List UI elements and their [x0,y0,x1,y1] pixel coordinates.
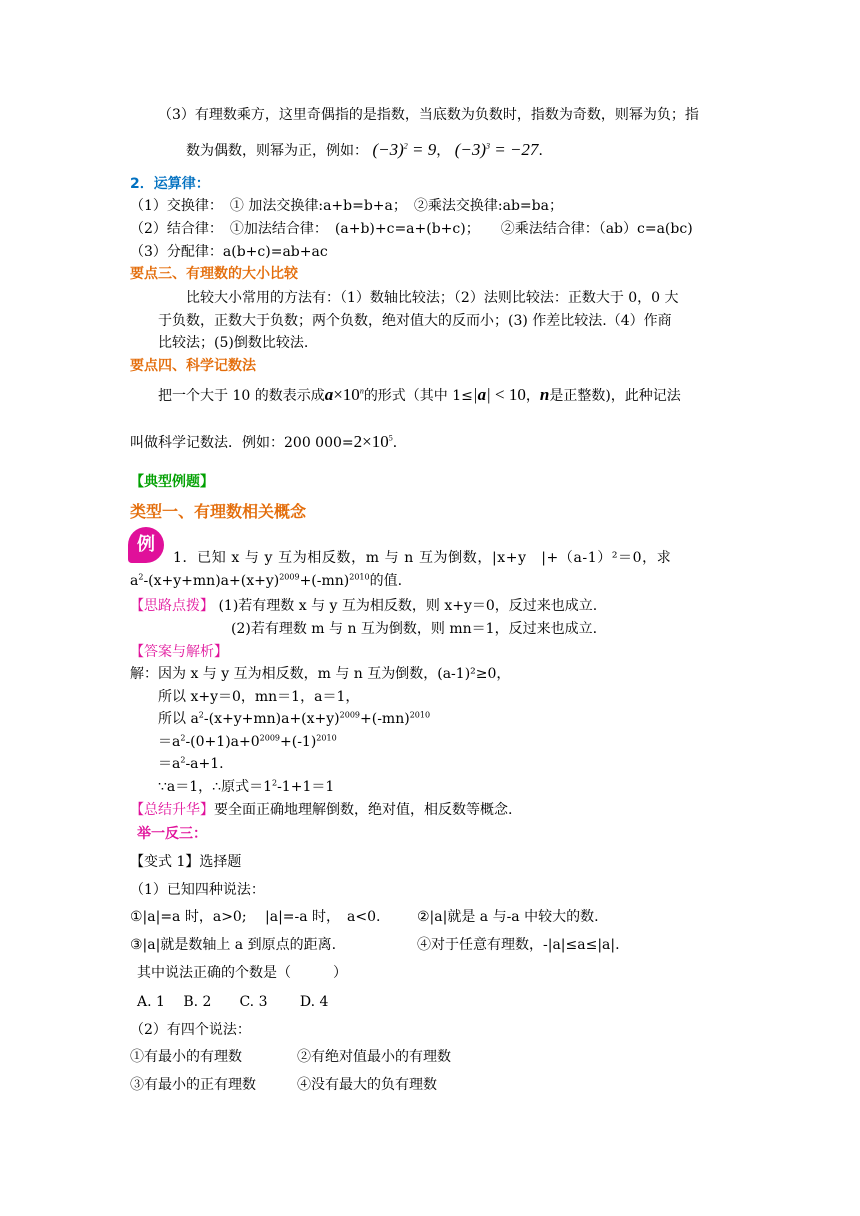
type1-heading: 类型一、有理数相关概念 [130,502,307,521]
solution-line2: 所以 x+y＝0，mn＝1，a＝1， [158,689,360,705]
question1-line2: $a^2-(x+y+mn)a+(x+y)^{2009}+(-mn)^{2010}$的值. [130,572,403,589]
abs-a: |a| < 10 [472,385,526,404]
statement-1: ①有最小的有理数 [130,1049,242,1065]
option-3: ③|a|就是数轴上 a 到原点的距离. [130,937,337,953]
solution-line4: $=a^2-(0+1)a+0^{2009}+(-1)^{2010}$ [158,733,337,750]
law-distributive: （3）分配律：a(b+c)=ab+ac [130,244,328,260]
sci-form: $a\times 10^n$ [324,385,364,404]
practice-ask: 其中说法正确的个数是（ ） [137,965,347,981]
point4-line1 [158,385,681,406]
power-rule-text: 数为偶数，则幂为正，例如： [186,143,368,159]
statement-4: ④没有最大的负有理数 [297,1077,437,1093]
sci-text-1: 把一个大于 10 的数表示成 [158,388,325,404]
hint-label: 【思路点拨】 [130,598,214,614]
summary-text: 要全面正确地理解倒数，绝对值，相反数等概念. [214,802,513,818]
point3-line1: 比较大小常用的方法有：（1）数轴比较法；（2）法则比较法：正数大于 0，0 大 [186,290,679,306]
hint-line2: (2)若有理数 m 与 n 互为倒数，则 mn＝1，反过来也成立. [231,621,598,637]
option-1: ①|a|=a 时，a>0; |a|=-a 时， a<0. [130,909,381,925]
solution-line5: $=a^2-a+1$. [158,755,224,772]
option-2: ②|a|就是 a 与-a 中较大的数. [417,909,599,925]
power-example-1: $(-3)^2 = 9$ [372,140,437,159]
solution-line1: 解：因为 x 与 y 互为相反数，m 与 n 互为倒数，(a-1)²≥0， [130,666,511,682]
comma: ， [525,388,540,404]
summary-label: 【总结升华】 [130,802,214,818]
point3-line3: 比较法；(5)倒数比较法. [158,335,309,351]
n-var: n [539,385,550,404]
practice-q2: （2）有四个说法： [130,1022,251,1038]
period: ． [538,143,553,159]
practice-choices: A. 1 B. 2 C. 3 D. 4 [137,994,329,1010]
sci-text-3: 是正整数)，此种记法 [549,388,681,404]
practice-q1: （1）已知四种说法： [130,882,265,898]
option-4: ④对于任意有理数，-|a|≤a≤|a|. [417,937,620,953]
hint-line1 [130,596,597,616]
point3-heading: 要点三、有理数的大小比较 [130,266,298,282]
answer-label: 【答案与解析】 [130,644,228,660]
period: ． [392,435,407,451]
examples-heading: 【典型例题】 [130,474,214,490]
law-associative: （2）结合律： ①加法结合律： (a+b)+c=a+(b+c)； ②乘法结合律：（ab）c=a(bc) [130,221,693,237]
power-rule-line2 [186,140,552,161]
point3-line2: 于负数，正数大于负数；两个负数，绝对值大的反而小；(3) 作差比较法.（4）作商 [158,313,672,329]
statement-2: ②有绝对值最小的有理数 [297,1049,451,1065]
variant1-label: 【变式 1】选择题 [130,854,242,870]
example-badge: 例 [128,527,164,563]
summary-line [130,800,512,820]
laws-heading: 2．运算律： [130,176,210,192]
power-rule-line1: （3）有理数乘方，这里奇偶指的是指数，当底数为负数时，指数为奇数，则幂为负；指 [158,107,699,123]
statement-3: ③有最小的正有理数 [130,1077,256,1093]
separator: ， [436,143,451,159]
point4-line2 [130,432,407,453]
question1-line1: 1．已知 x 与 y 互为相反数，m 与 n 互为倒数，|x+y |+（a-1）²＝0，求 [173,550,672,566]
sci-example-text: 叫做科学记数法．例如：200 000= [130,435,354,451]
practice-heading: 举一反三： [137,826,207,842]
sci-example-value: $2\times 10^5$ [353,432,393,451]
point4-heading: 要点四、科学记数法 [130,358,256,374]
power-example-2: $(-3)^3 = -27$ [454,140,539,159]
hint-text-1: (1)若有理数 x 与 y 互为相反数，则 x+y＝0，反过来也成立. [214,598,598,614]
solution-line6: ∵a＝1，∴原式$=1^2-1+1=1$ [158,778,335,795]
sci-text-2: 的形式（其中 1≤ [363,388,473,404]
law-commutative: （1）交换律： ① 加法交换律:a+b=b+a； ②乘法交换律:ab=ba； [130,198,563,214]
solution-line3: 所以 $a^2-(x+y+mn)a+(x+y)^{2009}+(-mn)^{2010}$ [158,710,431,727]
